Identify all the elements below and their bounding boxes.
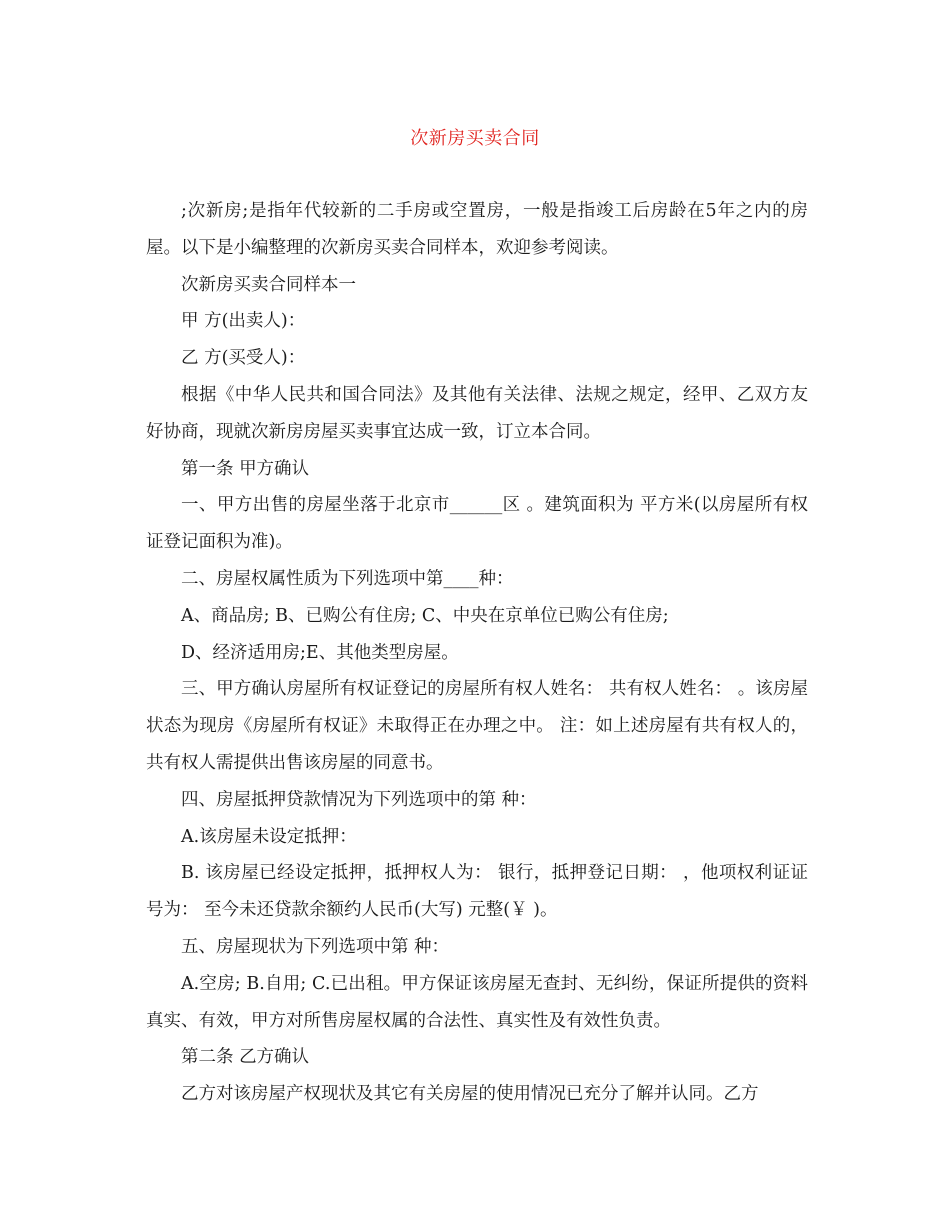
document-title: 次新房买卖合同	[410, 128, 540, 149]
paragraph-option-a-c: A、商品房; B、已购公有住房; C、中央在京单位已购公有住房;	[181, 605, 669, 626]
paragraph-clause-1-1: 一、甲方出售的房屋坐落于北京市______区 。建筑面积为 平方米(以房屋所有权证登记面积为准)。	[146, 495, 808, 553]
document-body	[146, 193, 808, 1113]
paragraph-option-a-mortgage: A.该房屋未设定抵押：	[181, 826, 357, 847]
paragraph-preamble: 根据《中华人民共和国合同法》及其他有关法律、法规之规定，经甲、乙双方友好协商，现就次新房房屋买卖事宜达成一致，订立本合同。	[146, 384, 808, 442]
paragraph-party-b: 乙 方(买受人)：	[181, 348, 306, 369]
paragraph-intro: ;次新房;是指年代较新的二手房或空置房，一般是指竣工后房龄在5年之内的房屋。以下是小编整理的次新房买卖合同样本，欢迎参考阅读。	[146, 201, 808, 258]
paragraph-clause-1-3: 三、甲方确认房屋所有权证登记的房屋所有权人姓名： 共有权人姓名： 。该房屋状态为现房《房屋所有权证》未取得正在办理之中。 注：如上述房屋有共有权人的，共有权人需提供出售该房屋的同意书。	[146, 679, 808, 773]
paragraph-status-options: A.空房; B.自用; C.已出租。甲方保证该房屋无查封、无纠纷，保证所提供的资料真实、有效，甲方对所售房屋权属的合法性、真实性及有效性负责。	[146, 973, 808, 1031]
paragraph-party-a: 甲 方(出卖人)：	[181, 311, 306, 332]
paragraph-option-b-mortgage: B. 该房屋已经设定抵押，抵押权人为： 银行，抵押登记日期： ，他项权利证证号为： 至今未还贷款余额约人民币(大写) 元整(￥ )。	[146, 863, 808, 921]
paragraph-sample-heading: 次新房买卖合同样本一	[181, 274, 356, 295]
paragraph-article-1-heading: 第一条 甲方确认	[181, 458, 310, 479]
paragraph-article-2-heading: 第二条 乙方确认	[181, 1047, 310, 1068]
paragraph-clause-1-4: 四、房屋抵押贷款情况为下列选项中的第 种：	[181, 789, 537, 810]
paragraph-option-d-e: D、经济适用房;E、其他类型房屋。	[181, 642, 459, 663]
paragraph-clause-1-5: 五、房屋现状为下列选项中第 种：	[181, 936, 450, 957]
paragraph-clause-1-2: 二、房屋权属性质为下列选项中第____种：	[181, 568, 514, 589]
paragraph-article-2-text: 乙方对该房屋产权现状及其它有关房屋的使用情况已充分了解并认同。乙方	[181, 1084, 759, 1105]
